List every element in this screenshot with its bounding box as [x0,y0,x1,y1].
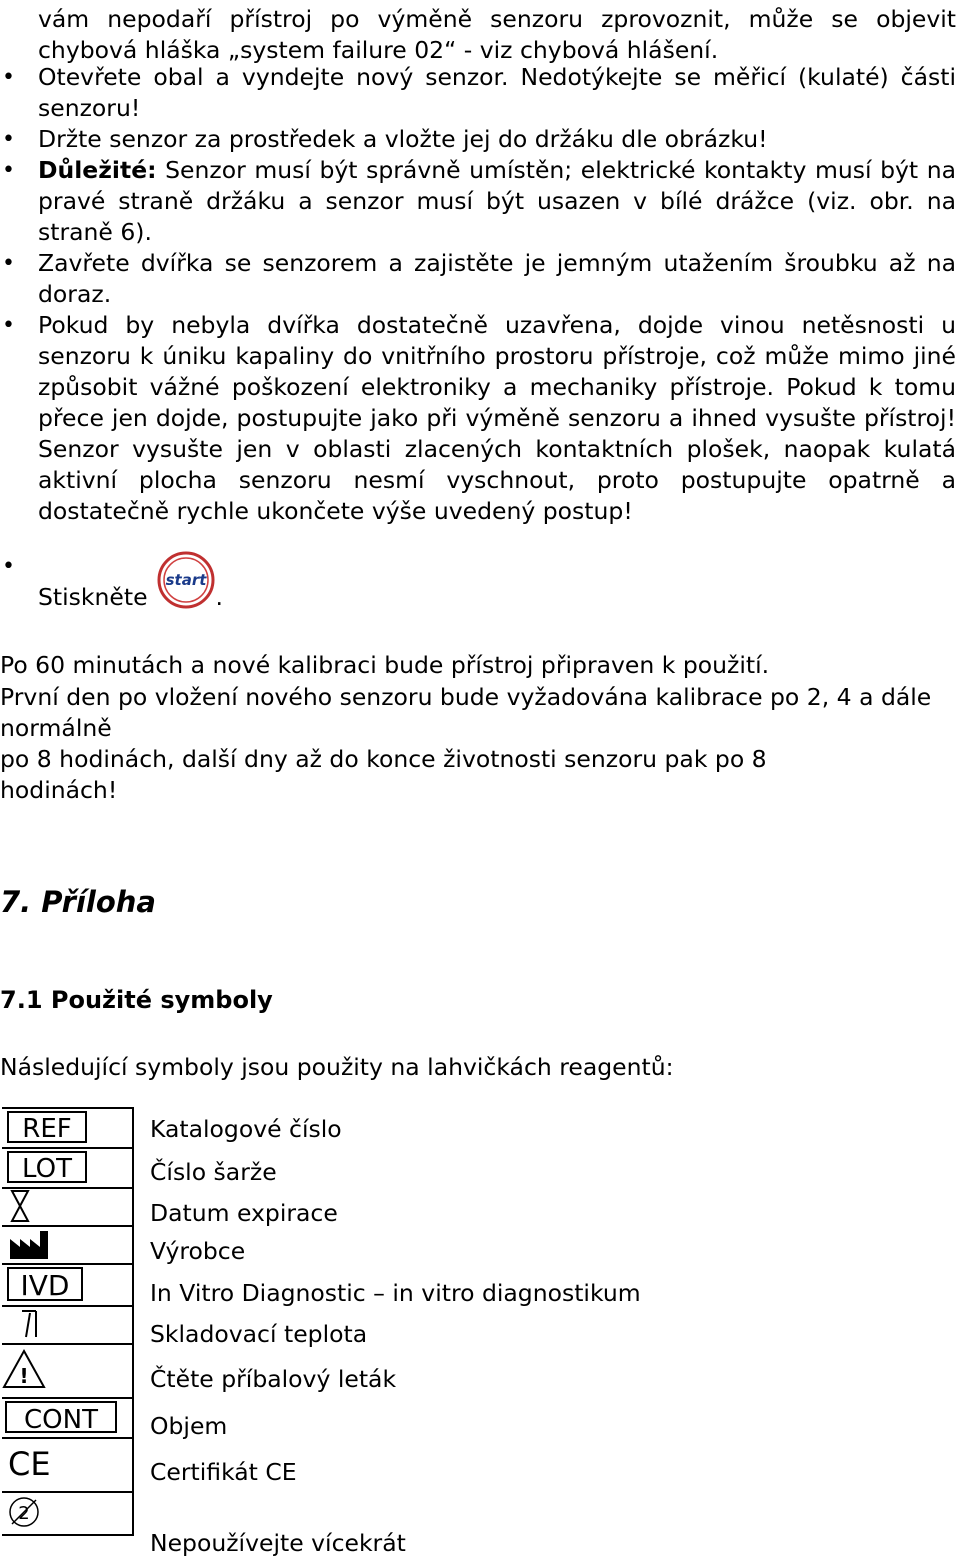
symbol-row [2,1493,132,1533]
symbol-label: Nepoužívejte vícekrát [150,1529,406,1557]
single-use-icon [2,1493,62,1531]
symbol-row [2,1399,132,1439]
symbol-label: Datum expirace [150,1199,338,1227]
start-icon-label: start [165,571,206,589]
press-text: Stiskněte [38,583,148,611]
section-title: 7. Příloha [0,885,156,919]
instruction-list [0,0,960,617]
list-item [0,155,960,248]
symbol-row [2,1307,132,1345]
hourglass-icon [2,1189,42,1223]
subsection-title: 7.1 Použité symboly [0,986,273,1014]
symbol-row [2,1109,132,1149]
symbol-label: In Vitro Diagnostic – in vitro diagnostikum [150,1279,641,1307]
cont-icon: CONT [24,1405,98,1435]
symbol-label: Objem [150,1412,228,1440]
factory-icon [2,1227,62,1261]
ivd-icon: IVD [20,1269,70,1302]
press-suffix: . [215,583,224,611]
symbol-label: Skladovací teplota [150,1320,368,1348]
symbol-row [2,1227,132,1265]
calibration-paragraph-b: po 8 hodinách, další dny až do konce životnosti senzoru pak po 8 hodinách! [0,745,767,804]
symbol-row [2,1265,132,1307]
start-button-icon [156,551,216,617]
symbol-label: Katalogové číslo [150,1115,342,1143]
ref-icon: REF [22,1114,72,1144]
symbol-label: Výrobce [150,1237,246,1265]
symbol-row [2,1439,132,1493]
symbols-table [2,1107,134,1536]
warning-icon [2,1345,62,1395]
symbol-label: Čtěte příbalový leták [150,1365,397,1393]
svg-text:2: 2 [18,1503,30,1524]
ce-icon: CE [8,1445,51,1483]
important-text: Senzor musí být správně umístěn; elektrické kontakty musí být na pravé straně držáku a senzor musí být usazen v bílé drážce (viz. obr. na straně 6). [38,156,956,246]
list-item: • Zavřete dvířka se senzorem a zajistěte je jemným utažením šroubku až na doraz. [0,248,960,310]
list-item: vám nepodaří přístroj po výměně senzoru zprovoznit, může se objevit chybová hláška „system failure 02“ - viz chybová hlášení. [38,5,956,64]
symbol-label: Číslo šarže [150,1158,277,1186]
lot-icon: LOT [22,1154,72,1184]
important-label: Důležité: [38,156,157,184]
list-item: • Držte senzor za prostředek a vložte jej do držáku dle obrázku! [0,124,960,155]
symbols-intro: Následující symboly jsou použity na lahvičkách reagentů: [0,1053,674,1081]
ready-paragraph: Po 60 minutách a nové kalibraci bude přístroj připraven k použití. [0,651,770,679]
list-item: • Pokud by nebyla dvířka dostatečně uzavřena, dojde vinou netěsnosti u senzoru k úniku kapaliny do vnitřního prostoru přístroje, což může mimo jiné způsobit vážné poškození elektroniky a mechaniky přístroje. Pokud k tomu přece jen dojde, postupujte jako při výměně senzoru a ihned vysušte přístroj! Senzor vysušte jen v oblasti zlacených kontaktních plošek, naopak kulatá aktivní plocha senzoru nesmí vyschnout, proto postupujte opatrně a dostatečně rychle ukončete výše uvedený postup! [0,310,960,527]
list-item: • Otevřete obal a vyndejte nový senzor. Nedotýkejte se měřicí (kulaté) části senzoru! [0,62,960,124]
symbol-row [2,1345,132,1399]
symbol-label: Certifikát CE [150,1458,297,1486]
calibration-paragraph-a: První den po vložení nového senzoru bude vyžadována kalibrace po 2, 4 a dále normálně [0,683,932,742]
symbol-row [2,1189,132,1227]
list-item-press-start [0,551,960,617]
svg-text:!: ! [19,1364,29,1388]
thermometer-icon [2,1307,62,1341]
symbol-row [2,1149,132,1189]
